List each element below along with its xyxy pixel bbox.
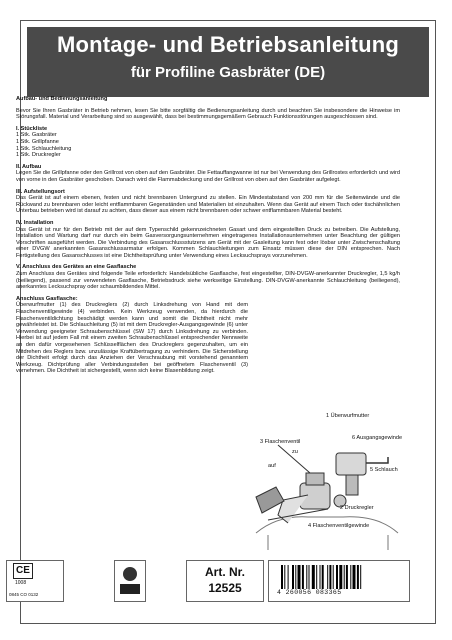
page-subtitle: für Profiline Gasbräter (DE) xyxy=(130,64,326,81)
callout-label: auf xyxy=(268,463,276,469)
barcode-box xyxy=(268,560,410,602)
article-number: 12525 xyxy=(208,581,242,595)
ce-certificate: 0845 CO 0132 xyxy=(9,592,39,597)
callout-label: zu xyxy=(292,449,298,455)
callout-label: 6 Ausgangsgewinde xyxy=(352,435,403,441)
page-title: Montage- und Betriebsanleitung xyxy=(56,32,400,57)
install-paragraph: Das Gerät ist nur für den Betrieb mit der auf dem Typenschild gekennzeichneten Gasart und dem eingestellten Druck zu betreiben. Die Aufstellung, Installation und Wartung darf nur durch ein beim Gasversorgungsunternehmen eingetragenes Installationsunternehmen unter Beachtung der gültigen Vorschriften ausgeführt werden. Die Verbindung des Gasanschlussstutzens am Gerät mit der Gasleitung kann fest oder lösbar unter Zwischenschaltung einer DVGW anerkannten Gasanschlussarmatur erfolgen. Kommen Schlauchleitungen zum Einsatz müssen diese der DIN entsprechen. Nach Fertigstellung des Gasanschlusses ist eine Dichtheitsprüfung unter Verwendung eines Lecksuchsprays vorzunehmen. xyxy=(16,226,400,259)
section-heading: V. Anschluss des Gerätes an eine Gasflasche xyxy=(16,264,137,271)
footer xyxy=(6,560,408,602)
ce-box xyxy=(6,560,64,602)
list-item: 1 Stk. Schlauchleitung xyxy=(16,145,72,152)
article-label: Art. Nr. xyxy=(204,565,245,579)
section-heading: II. Aufbau xyxy=(16,163,42,170)
callout-label: 3 Flaschenventil xyxy=(260,439,301,445)
section-heading: IV. Installation xyxy=(16,219,54,226)
ort-paragraph: Das Gerät ist auf einem ebenen, festen und nicht brennbaren Untergrund zu stellen. Ein Mindestabstand von 200 mm für die Seitenwände und die Rückwand zu brennbaren oder leicht entflammbaren Gegenständen und Materialien ist einzuhalten. Wenn das Gerät auf einem Tisch oder tischähnlichen Unterbau betrieben wird ist darauf zu achten, dass dieser aus einem nicht brennbaren oder schwer entflammbaren Material besteht. xyxy=(16,195,400,215)
header-banner xyxy=(27,27,429,97)
callout-label: 2 Druckregler xyxy=(340,505,374,511)
logo-base-icon xyxy=(120,584,140,594)
barcode-icon xyxy=(279,565,399,589)
callout-label: 5 Schlauch xyxy=(370,467,398,473)
barcode-number: 4 260056 083365 xyxy=(277,589,342,596)
flasche-paragraph: Überwurfmutter (1) des Druckreglers (2) durch Linksdrehung von Hand mit dem Flaschenventilgewinde (4) verbinden. Kein Werkzeug verwenden, da hierdurch die Flaschenventildichtung beschädigt werden kann und somit die Dichtheit nicht mehr gewährleistet ist. Die Schlauchleitung (5) ist mit dem Druckregler-Ausgangsgewinde (6) unter Verwendung geeigneter Schraubenschlüssel (SW 17) durch Linksdrehung zu verbinden. Hierbei ist auf jedem Fall mit einem zweiten Schraubenschlüssel entsprechender Nennweite an den dafür vorgesehenen Schlüsselflächen des Druckreglers gegenzuhalten, um ein Mitdrehen des Reglers bzw. unzulässige Kraftübertragung zu verhindern. Die Sicherstellung der Dichtheit erfolgt durch das Anziehen der Verschraubung mit vorstehend genanntem Werkzeug. Dichtprüfung aller Verbindungsstellen bei geöffnetem Flaschenventil (3) vornehmen. Die Dichtheit ist sichergestellt, wenn sich keine Blasenbildung zeigt. xyxy=(16,302,248,375)
flame-icon xyxy=(123,567,137,581)
manual-content xyxy=(16,96,400,375)
section-heading: Aufbau- und Bedienungsanleitung xyxy=(16,96,108,102)
list-item: 1 Stk. Gasbräter xyxy=(16,132,57,139)
regulator-diagram xyxy=(248,405,410,550)
intro-paragraph: Bevor Sie Ihren Gasbräter in Betrieb nehmen, lesen Sie bitte sorgfältig die Bedienungsanleitung durch und beachten Sie insbesondere die Hinweise im Störungsfall. Material und Verarbeitung sind so ausgewählt, dass bei bestimmungsgemäßem Gebrauch Funktionsstörungen ausgeschlossen sind. xyxy=(16,107,400,121)
anschluss-paragraph: Zum Anschluss des Gerätes sind folgende Teile erforderlich: Handelsübliche Gasflasche, fest eingestellter, DIN-DVGW-anerkannter Druckregler, 1,5 kg/h (beiliegend), passend zur verwendeten Gasflasche, Betriebsdruck siehe werkseitige Einstellung. DIN-DVGW-anerkannte Schlauchleitung (beiliegend), anerkanntes Lecksuchspray oder schaumbildendes Mittel. xyxy=(16,271,400,291)
aufbau-paragraph: Legen Sie die Grillpfanne oder den Grillrost von oben auf den Gasbräter. Die Fettauffangwanne ist nur bei Verwendung des Grillrostes erforderlich und wird von vorne in den Gasbräter geschoben. Danach wird die Flammabdeckung und der Grillrost von oben auf den Gasbräter aufgelegt. xyxy=(16,170,400,183)
section-heading: III. Aufstellungsort xyxy=(16,188,65,195)
list-item: 1 Stk. Grillpfanne xyxy=(16,138,59,145)
list-item: 1 Stk. Druckregler xyxy=(16,152,61,159)
section-heading: I. Stückliste xyxy=(16,125,48,132)
article-box xyxy=(186,560,264,602)
gas-logo-box xyxy=(114,560,146,602)
callout-label: 1 Überwurfmutter xyxy=(326,413,370,419)
parts-list xyxy=(16,132,400,158)
ce-mark: CE xyxy=(13,563,33,579)
callout-label: 4 Flaschenventilgewinde xyxy=(308,523,370,529)
ce-code: 1008 xyxy=(15,580,27,586)
section-heading: Anschluss Gasflasche: xyxy=(16,295,78,302)
